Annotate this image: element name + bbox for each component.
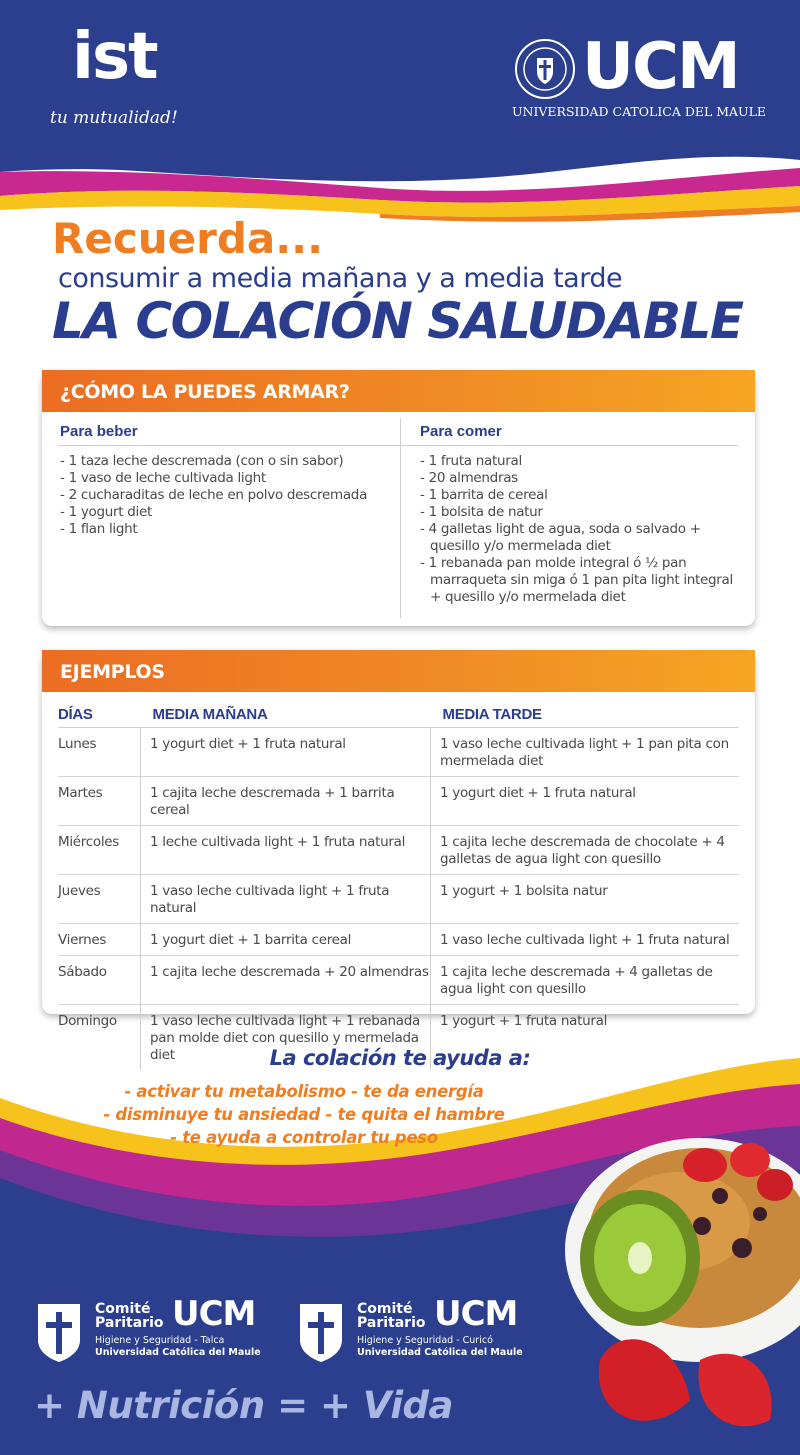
dia-cell: Martes xyxy=(58,777,141,826)
dia-cell: Sábado xyxy=(58,956,141,1005)
ejemplos-heading: EJEMPLOS xyxy=(42,650,755,692)
manana-cell: 1 leche cultivada light + 1 fruta natural xyxy=(141,826,431,875)
tarde-cell: 1 cajita leche descremada de chocolate + 4 galletas de agua light con quesillo xyxy=(431,826,740,875)
ucm-subtitle: UNIVERSIDAD CATOLICA DEL MAULE xyxy=(512,104,767,119)
table-header-row xyxy=(58,700,739,728)
dia-cell: Miércoles xyxy=(58,826,141,875)
list-item: - 1 bolsita de natur xyxy=(420,504,738,521)
comite-sub: Higiene y Seguridad - Talca xyxy=(95,1335,225,1346)
manana-cell: 1 cajita leche descremada + 20 almendras xyxy=(141,956,431,1005)
tarde-cell: 1 cajita leche descremada + 4 galletas de agua light con quesillo xyxy=(431,956,740,1005)
armar-card xyxy=(42,370,755,626)
beber-list xyxy=(60,453,390,538)
shield-cross-icon xyxy=(300,1304,342,1362)
comite-ucm-brand: UCM xyxy=(172,1294,256,1334)
tarde-cell: 1 yogurt diet + 1 fruta natural xyxy=(431,777,740,826)
paritario-word: Paritario xyxy=(357,1315,426,1331)
slogan: + Nutrición = + Vida xyxy=(34,1384,453,1427)
comite-ucm-brand: UCM xyxy=(434,1294,518,1334)
beber-title: Para beber xyxy=(60,423,138,440)
ucm-seal-icon xyxy=(514,38,576,100)
comer-list xyxy=(420,453,738,606)
armar-heading: ¿CÓMO LA PUEDES ARMAR? xyxy=(42,370,755,412)
paritario-word: Paritario xyxy=(95,1315,164,1331)
comite-university: Universidad Católica del Maule xyxy=(357,1347,523,1358)
ejemplos-table xyxy=(58,700,739,1070)
table-row xyxy=(58,924,739,956)
dia-cell: Jueves xyxy=(58,875,141,924)
comite-curico-logo xyxy=(300,1294,550,1364)
dia-cell: Domingo xyxy=(58,1013,117,1029)
tarde-cell: 1 yogurt + 1 bolsita natur xyxy=(431,875,740,924)
comer-title: Para comer xyxy=(420,423,502,440)
comite-university: Universidad Católica del Maule xyxy=(95,1347,261,1358)
table-row xyxy=(58,956,739,1005)
header-media-tarde: MEDIA TARDE xyxy=(431,700,740,728)
list-item: - 1 barrita de cereal xyxy=(420,487,738,504)
header-dias: DÍAS xyxy=(58,700,141,728)
tarde-cell: 1 yogurt + 1 fruta natural xyxy=(431,1005,740,1071)
comite-sub: Higiene y Seguridad - Curicó xyxy=(357,1335,493,1346)
list-item: - 1 rebanada pan molde integral ó ½ pan marraqueta sin miga ó 1 pan pita light integral + quesillo y/o mermelada diet xyxy=(420,555,738,606)
comite-word: Comité xyxy=(95,1301,151,1317)
ist-logo: ist xyxy=(72,20,157,94)
tarde-cell: 1 vaso leche cultivada light + 1 fruta natural xyxy=(431,924,740,956)
manana-cell: 1 cajita leche descremada + 1 barrita cereal xyxy=(141,777,431,826)
table-row xyxy=(58,826,739,875)
table-row xyxy=(58,777,739,826)
manana-cell: 1 yogurt diet + 1 fruta natural xyxy=(141,728,431,777)
dia-cell: Lunes xyxy=(58,728,141,777)
table-row xyxy=(58,728,739,777)
ist-tagline: tu mutualidad! xyxy=(50,108,178,128)
list-item: - 1 taza leche descremada (con o sin sabor) xyxy=(60,453,390,470)
list-item: - 1 yogurt diet xyxy=(60,504,390,521)
manana-cell: 1 vaso leche cultivada light + 1 rebanada pan molde diet con quesillo y mermelada diet xyxy=(141,1005,431,1071)
comite-talca-logo xyxy=(38,1294,288,1364)
manana-cell: 1 yogurt diet + 1 barrita cereal xyxy=(141,924,431,956)
consumir-subtitle: consumir a media mañana y a media tarde xyxy=(58,263,623,294)
header-media-manana: MEDIA MAÑANA xyxy=(141,700,431,728)
colacion-title: LA COLACIÓN SALUDABLE xyxy=(52,292,743,350)
armar-column-divider xyxy=(400,418,401,618)
list-item: - 2 cucharaditas de leche en polvo descremada xyxy=(60,487,390,504)
ucm-logo: UCM xyxy=(582,30,739,104)
list-item: - 1 vaso de leche cultivada light xyxy=(60,470,390,487)
benefit-line: - te ayuda a controlar tu peso xyxy=(170,1128,438,1147)
benefit-line: - disminuye tu ansiedad - te quita el hambre xyxy=(103,1105,505,1124)
recuerda-heading: Recuerda... xyxy=(52,214,324,263)
benefits-title: La colación te ayuda a: xyxy=(269,1046,531,1070)
manana-cell: 1 vaso leche cultivada light + 1 fruta natural xyxy=(141,875,431,924)
tarde-cell: 1 vaso leche cultivada light + 1 pan pita con mermelada diet xyxy=(431,728,740,777)
list-item: - 4 galletas light de agua, soda o salvado + quesillo y/o mermelada diet xyxy=(420,521,738,555)
shield-cross-icon xyxy=(38,1304,80,1362)
table-row xyxy=(58,875,739,924)
cereal-bowl-illustration xyxy=(565,1138,800,1426)
list-item: - 1 fruta natural xyxy=(420,453,738,470)
dia-cell: Viernes xyxy=(58,924,141,956)
list-item: - 1 flan light xyxy=(60,521,390,538)
comite-word: Comité xyxy=(357,1301,413,1317)
benefit-line: - activar tu metabolismo - te da energía xyxy=(124,1082,484,1101)
armar-header-divider xyxy=(58,445,738,446)
list-item: - 20 almendras xyxy=(420,470,738,487)
